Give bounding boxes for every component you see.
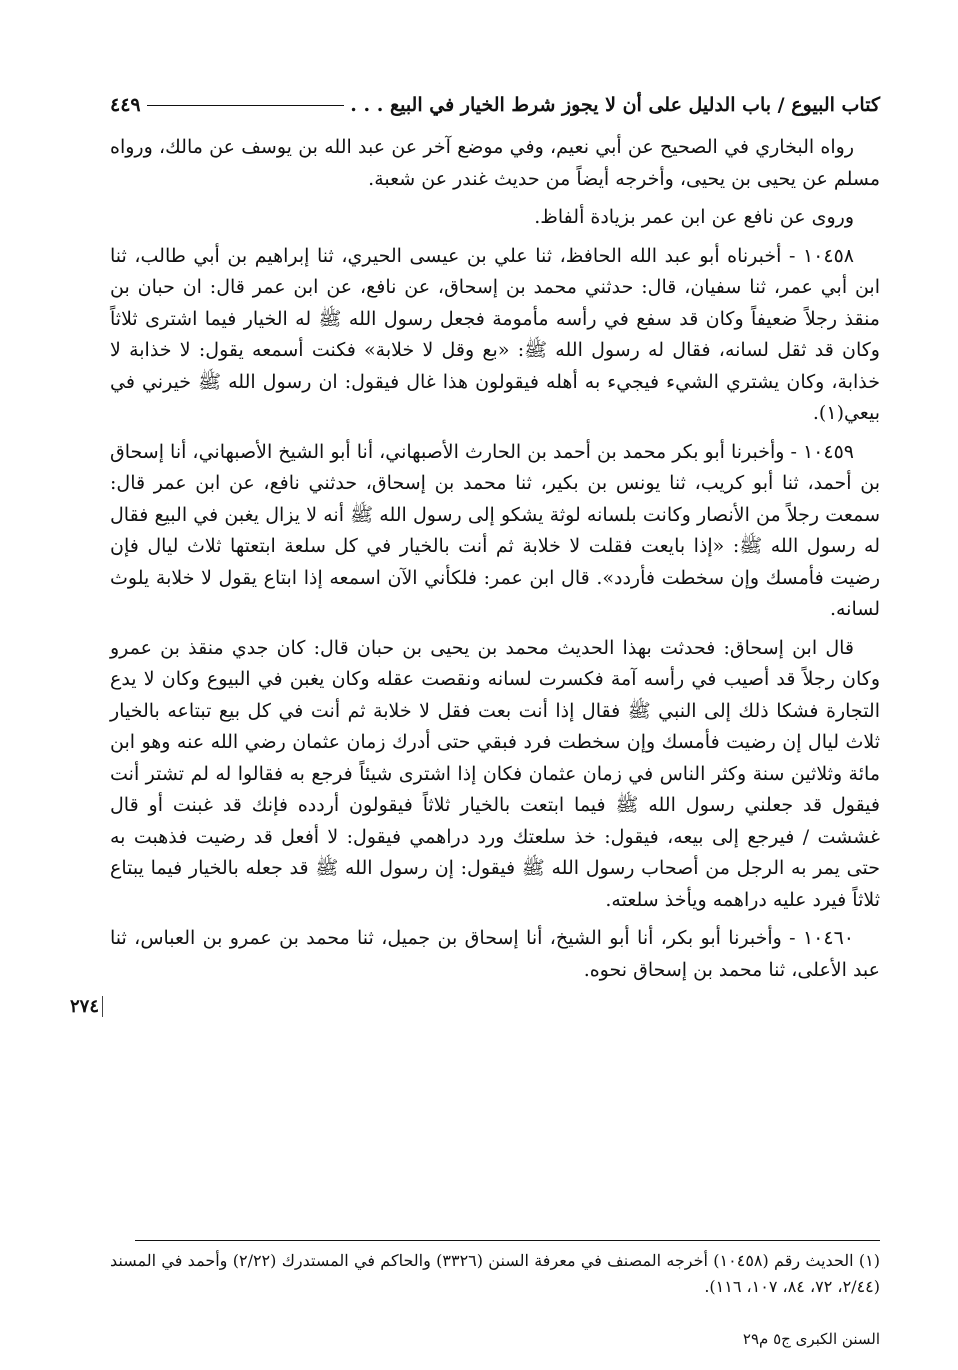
chapter-title: كتاب البيوع / باب الدليل على أن لا يجوز شرط الخيار في البيع . . . bbox=[350, 94, 880, 116]
hadith-10459: ١٠٤٥٩ - وأخبرنا أبو بكر محمد بن أحمد بن الحارث الأصبهاني، أنا أبو الشيخ الأصبهاني، أنا إسحاق بن أحمد، ثنا أبو كريب، ثنا يونس بن بكير، ثنا محمد بن إسحاق، حدثني نافع، عن ابن عمر قال: سمعت رجلاً من الأنصار وكانت بلسانه لوثة يشكو إلى رسول الله ﷺ أنه لا يزال يغبن في البيع فقال له رسول الله ﷺ: «إذا بايعت فقلت لا خلابة ثم أنت بالخيار في كل سلعة ابتعتها ثلاث ليال فإن رضيت فأمسك وإن سخطت فأردد». قال ابن عمر: فلكأني الآن اسمعه إذا ابتاع يقول لا خلابة يلوث لسانه. bbox=[110, 440, 880, 620]
page-footer: السنن الكبرى ج٥ م٢٩ bbox=[742, 1330, 880, 1348]
margin-page-reference: ٢٧٤ bbox=[70, 996, 103, 1017]
paragraph: رواه البخاري في الصحيح عن أبي نعيم، وفي موضع آخر عن عبد الله بن يوسف عن مالك، ورواه مسلم عن يحيى بن يحيى، وأخرجه أيضاً من حديث غندر عن شعبة. bbox=[110, 136, 880, 190]
footnote-rule bbox=[135, 1240, 880, 1241]
header-rule bbox=[147, 105, 345, 106]
book-page bbox=[110, 0, 880, 1370]
paragraph: وروى عن نافع عن ابن عمر بزيادة ألفاظ. bbox=[534, 206, 854, 228]
paragraph: قال ابن إسحاق: فحدثت بهذا الحديث محمد بن يحيى بن حبان قال: كان جدي منقذ بن عمرو وكان رجلاً قد أصيب في رأسه آمة فكسرت لسانه ونقصت عقله وكان يغبن في البيوع وكان لا يدع التجارة فشكا ذلك إلى النبي ﷺ فقال إذا أنت بعت فقل لا خلابة ثم أنت في كل بيع تبتاعه بالخيار ثلاث ليال إن رضيت فأمسك وإن سخطت فرد فبقي حتى أدرك زمان عثمان رضي الله عنه وهو ابن مائة وثلاثين سنة وكثر الناس في زمان عثمان فكان إذا اشترى شيئاً فرجع به فقالوا له لم تشتر أنت فيقول قد جعلني رسول الله ﷺ فيما ابتعت بالخيار ثلاثاً فيقولون أردده فإنك قد غبنت أو قال غششت / فيرجع إلى بيعه، فيقول: خذ سلعتك ورد دراهمي فيقول: لا أفعل قد رضيت فذهبت به حتى يمر به الرجل من أصحاب رسول الله ﷺ فيقول: إن رسول الله ﷺ قد جعله بالخيار فيما يبتاع ثلاثاً فيرد عليه دراهمه ويأخذ سلعته. bbox=[110, 636, 880, 911]
hadith-10460: ١٠٤٦٠ - وأخبرنا أبو بكر، أنا أبو الشيخ، أنا إسحاق بن جميل، ثنا محمد بن عمرو بن العباس، ثنا عبد الأعلى، ثنا محمد بن إسحاق نحوه. bbox=[110, 927, 880, 981]
footnote: (١) الحديث رقم (١٠٤٥٨) أخرجه المصنف في معرفة السنن (٣٣٢٦) والحاكم في المستدرك (٢/٢٢) وأحمد في المسند (٢/٤٤، ٧٢، ٨٤، ١٠٧، ١١٦). bbox=[110, 1251, 881, 1296]
hadith-10458: ١٠٤٥٨ - أخبرناه أبو عبد الله الحافظ، ثنا علي بن عيسى الحيري، ثنا إبراهيم بن أبي طالب، ثنا ابن أبي عمر، ثنا سفيان، قال: حدثني محمد بن إسحاق، عن نافع، عن ابن عمر قال: ان حبان بن منقذ رجلاً ضعيفاً وكان قد سفع في رأسه مأمومة فجعل رسول الله ﷺ له الخيار فيما اشترى ثلاثاً وكان قد ثقل لسانه، فقال له رسول الله ﷺ: «بع وقل لا خلابة» فكنت أسمعه يقول: لا خذابة لا خذابة، وكان يشتري الشيء فيجيء به أهله فيقولون هذا غال فيقول: ان رسول الله ﷺ خيرني في بيعي(١). bbox=[110, 244, 880, 424]
running-header bbox=[110, 88, 880, 122]
page-number: ٤٤٩ bbox=[110, 94, 141, 116]
main-text bbox=[110, 132, 880, 993]
